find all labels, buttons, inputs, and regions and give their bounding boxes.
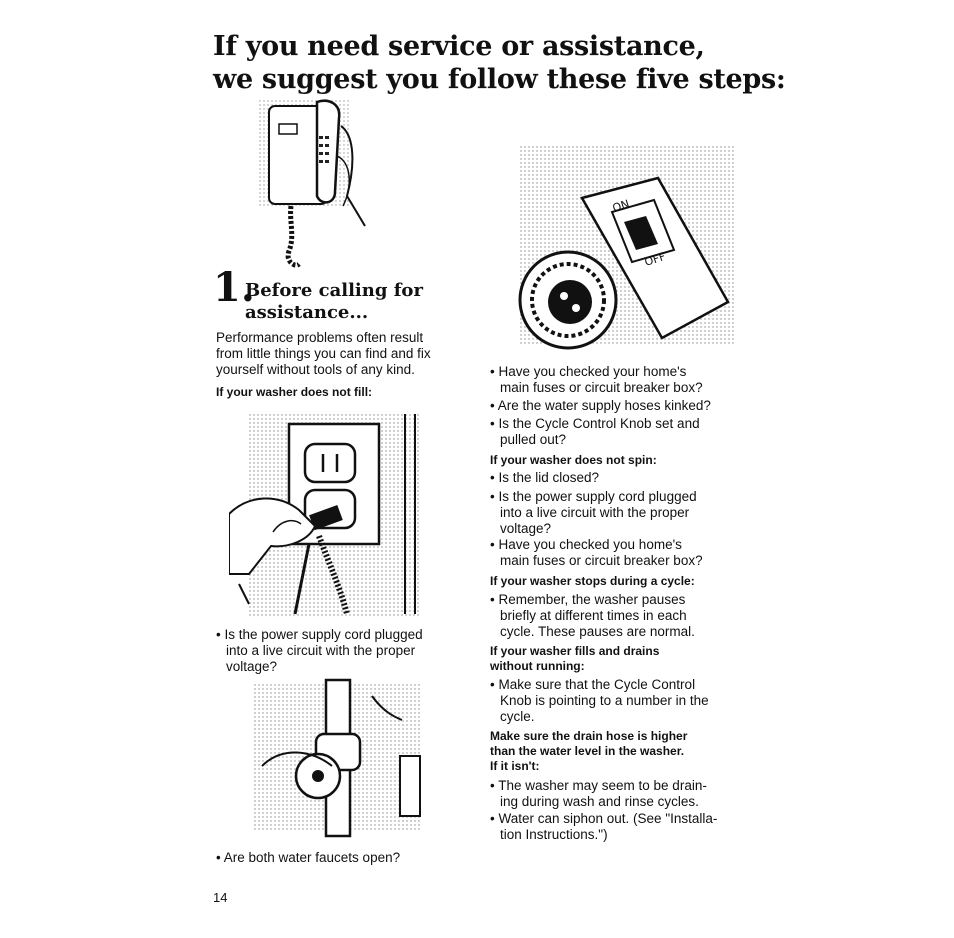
bullet-water-siphon <box>490 811 750 843</box>
page-title-line-1: If you need service or assistance, <box>213 31 705 62</box>
breaker-on-label: ON <box>610 197 631 215</box>
page-number: 14 <box>213 890 228 905</box>
bullet-lid-closed: • Is the lid closed? <box>490 470 600 485</box>
step-title-line-1: Before calling for <box>245 280 423 301</box>
bullet-line: tion Instructions.") <box>500 827 608 842</box>
bullet-line: pulled out? <box>500 432 567 447</box>
bullet-seem-draining <box>490 778 740 810</box>
page-title <box>213 30 786 96</box>
outlet-plug-illustration <box>229 414 429 618</box>
heading-drain-hose <box>490 729 687 774</box>
heading-line: If it isn't: <box>490 759 540 773</box>
breaker-off-label: OFF <box>642 249 668 269</box>
bullet-line: ing during wash and rinse cycles. <box>500 794 699 809</box>
faucet-illustration <box>242 676 426 840</box>
bullet-line: voltage? <box>500 521 552 536</box>
bullet-line: • Remember, the washer pauses <box>490 592 686 607</box>
bullet-knob-pointing <box>490 677 740 725</box>
bullet-power-cord-right <box>490 489 740 537</box>
bullet-line: into a live circuit with the proper <box>226 643 416 658</box>
bullet-checked-fuses-2 <box>490 537 740 569</box>
heading-line: than the water level in the washer. <box>490 744 685 758</box>
bullet-line: main fuses or circuit breaker box? <box>500 553 703 568</box>
bullet-line: voltage? <box>226 659 278 674</box>
bullet-power-cord-left <box>216 627 466 675</box>
bullet-line: cycle. <box>500 709 535 724</box>
heading-does-not-fill: If your washer does not fill: <box>216 385 373 399</box>
bullet-line: • Is the Cycle Control Knob set and <box>490 416 700 431</box>
heading-line: without running: <box>490 659 585 673</box>
bullet-checked-fuses <box>490 364 740 396</box>
bullet-faucets-open: • Are both water faucets open? <box>216 850 401 865</box>
bullet-line: • Have you checked you home's <box>490 537 682 552</box>
bullet-hoses-kinked: • Are the water supply hoses kinked? <box>490 398 711 413</box>
bullet-line: Knob is pointing to a number in the <box>500 693 709 708</box>
intro-line-1: Performance problems often result <box>216 330 424 345</box>
step-number: 1. <box>213 264 255 311</box>
heading-fills-drains <box>490 644 659 674</box>
step-title <box>245 280 465 324</box>
page-title-line-2: we suggest you follow these five steps: <box>213 64 786 95</box>
intro-line-3: yourself without tools of any kind. <box>216 362 415 377</box>
bullet-line: • Water can siphon out. (See "Installa- <box>490 811 718 826</box>
bullet-line: • Have you checked your home's <box>490 364 687 379</box>
bullet-line: • Make sure that the Cycle Control <box>490 677 696 692</box>
bullet-line: main fuses or circuit breaker box? <box>500 380 703 395</box>
telephone-illustration <box>255 96 375 272</box>
step-title-line-2: assistance... <box>245 302 369 323</box>
bullet-line: • Is the power supply cord plugged <box>490 489 697 504</box>
bullet-cycle-knob <box>490 416 740 448</box>
heading-line: If your washer fills and drains <box>490 644 660 658</box>
circuit-breaker-illustration <box>508 142 740 358</box>
heading-does-not-spin: If your washer does not spin: <box>490 453 657 467</box>
intro-line-2: from little things you can find and fix <box>216 346 431 361</box>
bullet-line: briefly at different times in each <box>500 608 687 623</box>
heading-stops-during-cycle: If your washer stops during a cycle: <box>490 574 695 588</box>
bullet-line: cycle. These pauses are normal. <box>500 624 695 639</box>
bullet-line: into a live circuit with the proper <box>500 505 690 520</box>
heading-line: Make sure the drain hose is higher <box>490 729 688 743</box>
intro-paragraph <box>216 330 466 378</box>
bullet-line: • Is the power supply cord plugged <box>216 627 423 642</box>
bullet-washer-pauses <box>490 592 740 640</box>
bullet-line: • The washer may seem to be drain- <box>490 778 707 793</box>
